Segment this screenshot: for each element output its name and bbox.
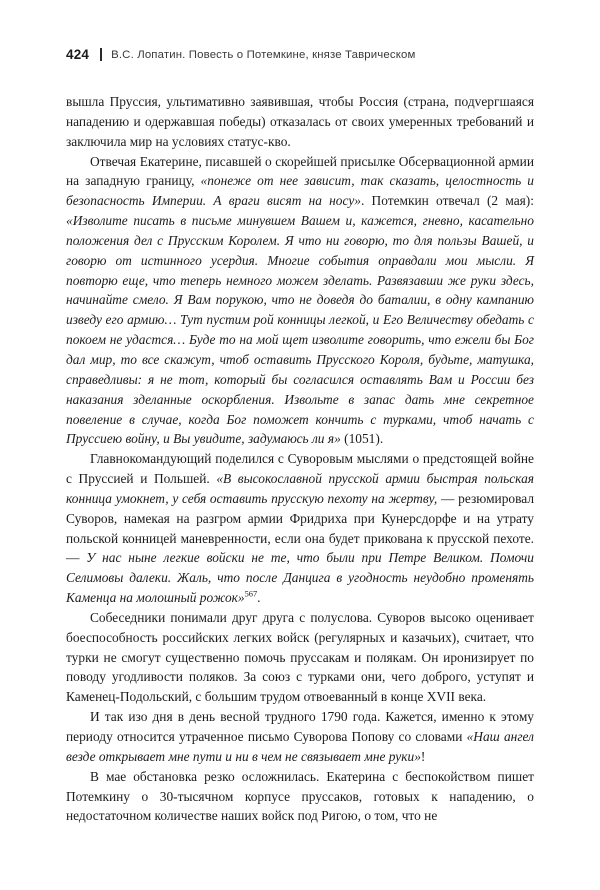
quoted-italic-text: У нас ныне легкие войски не те, что были при Петре Великом. Помочи Селимовы далеки. Жаль, что после Данцига в угодность неудобно променять Каменца на молошный рожок»: [66, 550, 534, 606]
running-head: [66, 47, 536, 62]
text-run: В мае обстановка резко осложнилась. Екатерина с беспокойством пишет Потемкину о 30-тысячном корпусе пруссаков, готовых к нападению, о недостаточном количестве наших войск под Ригою, о том, что не: [66, 768, 534, 824]
quoted-italic-text: «В высокославной прусской армии быстрая польская конница умокнет, у себя оставить прусскую пехоту на жертву,: [66, 471, 535, 506]
text-run: Собеседники понимали друг друга с полуслова. Суворов высоко оценивает боеспособность российских легких войск (регулярных и казачьих), считает, что турки не смогут существенно помочь пруссакам и полякам. Он иронизирует по поводу угодливости поляков. За союз с турками они, чего доброго, уступят и Каменец-Подольский, с большим трудом отвоеванный в конце XVII века.: [66, 609, 534, 705]
quoted-italic-text: «Изволите писать в письме минувшем Вашем и, кажется, гневно, касательно положения дел с Прусским Королем. Я что ни говорю, то для пользы Вашей, и говорю от истинного усердия. Многие события оправдали мои мысли. Я повторю еще, что теперь немного можем зделать. Развязавши же руки здесь, начинайте смело. Я Вам порукою, что не доведя до баталии, в одну кампанию изведу его армию… Тут пустим рой конницы легкой, и Его Величеству обедать с покоем не удастся… Буде то на мой щет изволите говорить, что ежели бы Бог дал мир, то все скажут, чтоб оставить Прусского Короля, будьте, матушка, справедливы: я не тот, который бы согласился оставлять Вам и России без наказания зделанные оскорбления. Извольте в запас дать мне секретное повеление в случае, когда Бог поможет кончить с турками, чтоб начать с Пруссиею войну, и Вы увидите, задумаюсь ли я»: [66, 213, 534, 447]
paragraph: [66, 449, 534, 608]
page-number: 424: [66, 47, 90, 62]
text-run: . Потемкин отвечал (2 мая):: [360, 193, 534, 209]
text-run: вышла Пруссия, ультимативно заявившая, чтобы Россия (страна, подvергшаяся нападению и одержавшая победы) отказалась от своих умеренных требований и заключила мир на условиях статус-кво.: [66, 94, 534, 149]
paragraph: [66, 92, 534, 152]
paragraph: [66, 767, 534, 827]
text-run: Главнокомандующий поделился с Суворовым мыслями о предстоящей войне с Пруссией и Польшей.: [66, 451, 534, 487]
running-head-divider: [100, 48, 102, 61]
paragraph: [66, 152, 534, 450]
body-text-block: [66, 92, 534, 826]
quoted-italic-text: «Наш ангел везде открывает мне пути и ни в чем не связывает мне руки»: [66, 729, 534, 764]
text-run: — резюмировал Суворов, намекая на разгром армии Фридриха при Кунерсдорфе и на утрату польской конницей маневренности, если она будет прикована к прусской пехоте. —: [66, 490, 534, 566]
quoted-italic-text: «понеже от нее зависит, так сказать, целостность и безопасность Империи. А враги висят на носу»: [66, 173, 534, 209]
text-run: И так изо дня в день весной трудного 1790 года. Кажется, именно к этому периоду относится утраченное письмо Суворова Попову со словами: [66, 709, 534, 744]
text-run: .: [257, 590, 261, 606]
footnote-reference: 567: [244, 589, 258, 599]
paragraph: [66, 707, 534, 767]
text-run: Отвечая Екатерине, писавшей о скорейшей присылке Обсервационной армии на западную границу,: [66, 153, 534, 189]
text-run: (1051).: [340, 431, 384, 447]
running-head-title: В.С. Лопатин. Повесть о Потемкине, князе Таврическом: [111, 48, 416, 61]
text-run: !: [420, 748, 426, 764]
paragraph: [66, 608, 534, 707]
